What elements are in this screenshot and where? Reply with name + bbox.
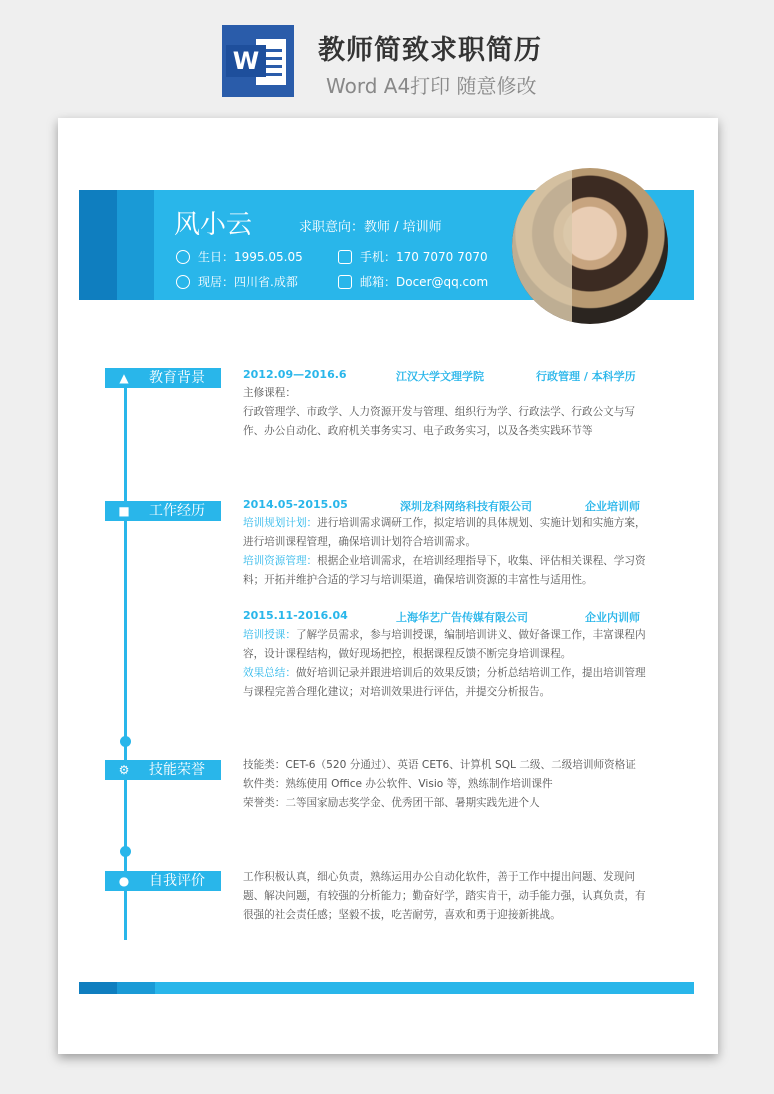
section-title: 教育背景 bbox=[149, 370, 205, 386]
job-item bbox=[243, 626, 653, 664]
courses-label: 主修课程： bbox=[243, 387, 296, 399]
briefcase-icon: ■ bbox=[118, 504, 130, 518]
job-item bbox=[243, 664, 653, 702]
skill-line: 技能类：CET-6（520 分通过）、英语 CET6、计算机 SQL 二级、二级培训师资格证 bbox=[243, 759, 636, 771]
job-item-text: 根据企业培训需求，在培训经理指导下，收集、评估相关课程、学习资料；开拓并维护合适的学习与培训渠道，确保培训资源的丰富性与适用性。 bbox=[243, 555, 646, 586]
education-school: 江汉大学文理学院 bbox=[396, 370, 484, 383]
address-text: 现居：四川省.成都 bbox=[198, 275, 298, 289]
skill-line: 软件类：熟练使用 Office 办公软件、Visio 等，熟练制作培训课件 bbox=[243, 778, 553, 790]
graduation-cap-icon: ▲ bbox=[119, 371, 129, 385]
resume-page bbox=[58, 118, 718, 1054]
job-period: 2014.05-2015.05 bbox=[243, 498, 348, 511]
section-header-education bbox=[105, 368, 221, 388]
user-icon: ● bbox=[118, 874, 130, 888]
job-item-text: 了解学员需求，参与培训授课，编制培训讲义、做好备课工作，丰富课程内容，设计课程结构，做好现场把控，根据课程反馈不断完身培训课程。 bbox=[243, 629, 646, 660]
job-item bbox=[243, 514, 653, 552]
mail-icon bbox=[338, 275, 352, 289]
section-title: 自我评价 bbox=[149, 873, 205, 889]
section-title: 技能荣誉 bbox=[149, 762, 205, 778]
job-intent: 求职意向：教师 / 培训师 bbox=[299, 220, 442, 235]
job-item-label: 效果总结： bbox=[243, 667, 296, 679]
job-item-label: 培训资源管理： bbox=[243, 555, 318, 567]
timeline-dot bbox=[120, 736, 131, 747]
banner-stripe-dark bbox=[79, 190, 117, 300]
section-title: 工作经历 bbox=[149, 503, 205, 519]
location-icon bbox=[176, 275, 190, 289]
address-info bbox=[176, 273, 298, 290]
section-header-skills bbox=[105, 760, 221, 780]
logo-letter: W bbox=[226, 45, 266, 77]
skill-line: 荣誉类：二等国家励志奖学金、优秀团干部、暑期实践先进个人 bbox=[243, 797, 540, 809]
phone-text: 手机：170 7070 7070 bbox=[360, 250, 488, 264]
candidate-name: 风小云 bbox=[174, 210, 253, 240]
job-company: 深圳龙科网络科技有限公司 bbox=[400, 500, 532, 513]
self-evaluation-text: 工作积极认真，细心负责，熟练运用办公自动化软件，善于工作中提出问题、发现问题、解决问题，有较强的分析能力；勤奋好学，踏实肯干，动手能力强，认真负责，有很强的社会责任感；坚毅不拔，吃苦耐劳，喜欢和勇于迎接新挑战。 bbox=[243, 871, 646, 921]
section-header-work bbox=[105, 501, 221, 521]
job-item bbox=[243, 552, 653, 590]
page-subtitle: Word A4打印 随意修改 bbox=[326, 74, 537, 98]
footer-stripe-mid bbox=[117, 982, 155, 994]
job-period: 2015.11-2016.04 bbox=[243, 609, 348, 622]
birth-text: 生日：1995.05.05 bbox=[198, 250, 303, 264]
education-period: 2012.09—2016.6 bbox=[243, 368, 347, 381]
timeline-dot bbox=[120, 846, 131, 857]
job-position: 企业内训师 bbox=[585, 611, 640, 624]
job-item-text: 做好培训记录并跟进培训后的效果反馈；分析总结培训工作，提出培训管理与课程完善合理化建议；对培训效果进行评估，并提交分析报告。 bbox=[243, 667, 646, 698]
gear-icon: ⚙ bbox=[118, 763, 130, 777]
profile-photo bbox=[512, 168, 668, 324]
job-position: 企业培训师 bbox=[585, 500, 640, 513]
footer-bar bbox=[79, 982, 694, 994]
email-info bbox=[338, 273, 488, 290]
footer-stripe-dark bbox=[79, 982, 117, 994]
banner-stripe-mid bbox=[117, 190, 154, 300]
job-item-label: 培训授课： bbox=[243, 629, 296, 641]
job-company: 上海华艺广告传媒有限公司 bbox=[396, 611, 528, 624]
education-major: 行政管理 / 本科学历 bbox=[536, 370, 636, 383]
phone-icon bbox=[338, 250, 352, 264]
job-item-text: 进行培训需求调研工作，拟定培训的具体规划、实施计划和实施方案，进行培训课程管理，确保培训计划符合培训需求。 bbox=[243, 517, 646, 548]
birthday-icon bbox=[176, 250, 190, 264]
page-title: 教师简致求职简历 bbox=[318, 35, 542, 66]
word-logo-icon bbox=[222, 25, 294, 97]
courses-text: 行政管理学、市政学、人力资源开发与管理、组织行为学、行政法学、行政公文与写作、办公自动化、政府机关事务实习、电子政务实习，以及各类实践环节等 bbox=[243, 406, 635, 437]
phone-info bbox=[338, 248, 488, 265]
birth-info bbox=[176, 248, 303, 265]
photo-background bbox=[512, 168, 572, 324]
section-header-self bbox=[105, 871, 221, 891]
email-text: 邮箱：Docer@qq.com bbox=[360, 275, 489, 289]
job-item-label: 培训规划计划： bbox=[243, 517, 318, 529]
